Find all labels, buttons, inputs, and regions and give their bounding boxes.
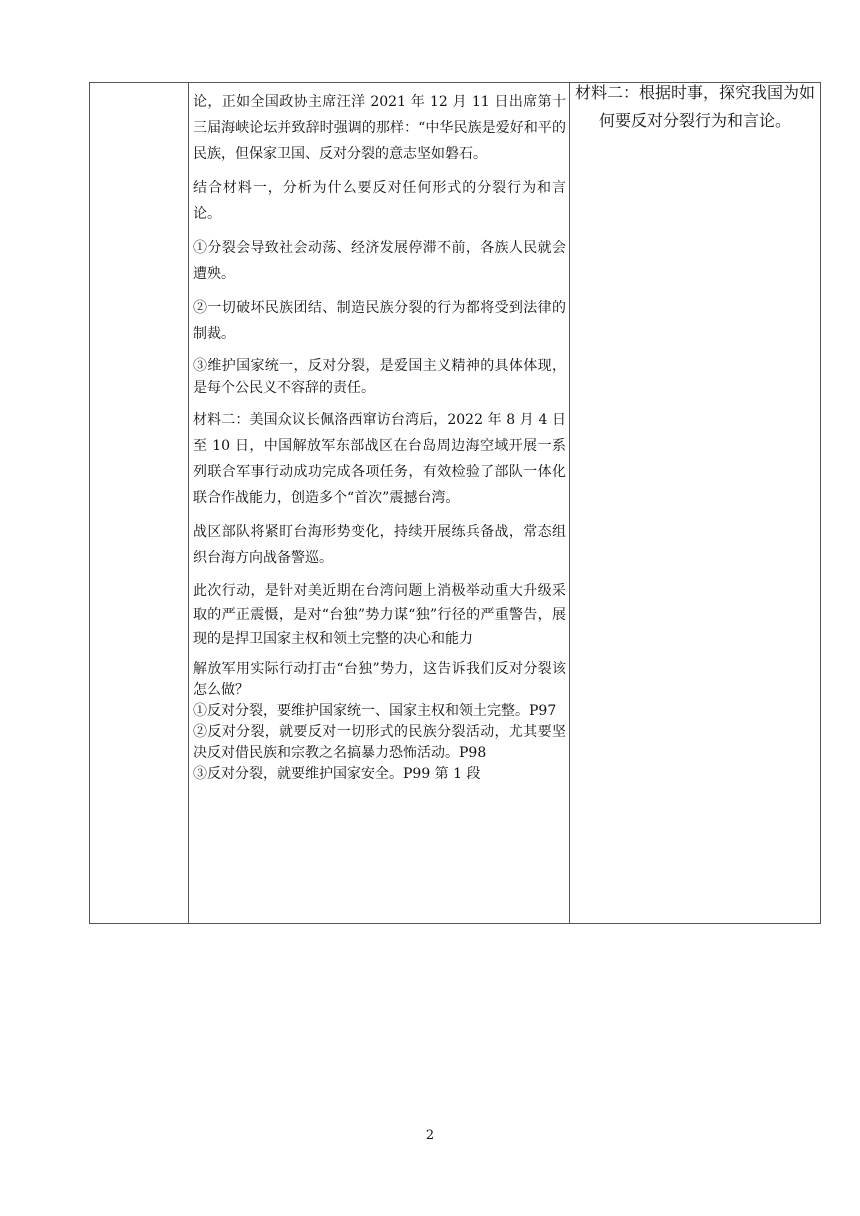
answer-two-point-1: ①反对分裂，要维护国家统一、国家主权和领土完整。P97 bbox=[193, 703, 557, 719]
material-two-followup: 战区部队将紧盯台海形势变化，持续开展练兵备战，常态组织台海方向战备警巡。 bbox=[193, 524, 566, 566]
table-row bbox=[90, 83, 821, 924]
page-number: 2 bbox=[425, 1128, 435, 1143]
lesson-table bbox=[89, 82, 821, 924]
right-column-cell bbox=[570, 83, 821, 924]
question-two: 解放军用实际行动打击“台独”势力，这告诉我们反对分裂该怎么做？ bbox=[193, 661, 566, 698]
content-column-cell bbox=[189, 83, 570, 924]
left-column-cell bbox=[90, 83, 189, 924]
answer-two-point-3: ③反对分裂，就要维护国家安全。P99 第 1 段 bbox=[193, 766, 481, 782]
material-two-analysis: 此次行动，是针对美近期在台湾问题上消极举动重大升级采取的严正震慑，是对“台独”势力谋“独”行径的严重警告，展现的是捍卫国家主权和领土完整的决心和能力 bbox=[193, 583, 566, 647]
question-one: 结合材料一，分析为什么要反对任何形式的分裂行为和言论。 bbox=[193, 180, 566, 222]
material-two: 材料二：美国众议长佩洛西窜访台湾后，2022 年 8 月 4 日至 10 日，中国解放军东部战区在台岛周边海空域开展一系列联合军事行动成功完成各项任务，有效检验了部队一体化联合作战能力，创造多个“首次”震撼台湾。 bbox=[193, 412, 566, 506]
paragraph-quote: 论，正如全国政协主席汪洋 2021 年 12 月 11 日出席第十三届海峡论坛并致辞时强调的那样：“中华民族是爱好和平的民族，但保家卫国、反对分裂的意志坚如磐石。 bbox=[193, 94, 566, 162]
answer-point-3: ③维护国家统一，反对分裂，是爱国主义精神的具体体现，是每个公民义不容辞的责任。 bbox=[193, 358, 566, 396]
answer-two-point-2: ②反对分裂，就要反对一切形式的民族分裂活动，尤其要坚决反对借民族和宗教之名搞暴力恐怖活动。P98 bbox=[193, 724, 566, 761]
answer-point-1: ①分裂会导致社会动荡、经济发展停滞不前，各族人民就会遭殃。 bbox=[193, 240, 566, 282]
design-intent-text: 材料二：根据时事，探究我国为如何要反对分裂行为和言论。 bbox=[574, 83, 815, 130]
answer-point-2: ②一切破坏民族团结、制造民族分裂的行为都将受到法律的制裁。 bbox=[193, 300, 566, 342]
